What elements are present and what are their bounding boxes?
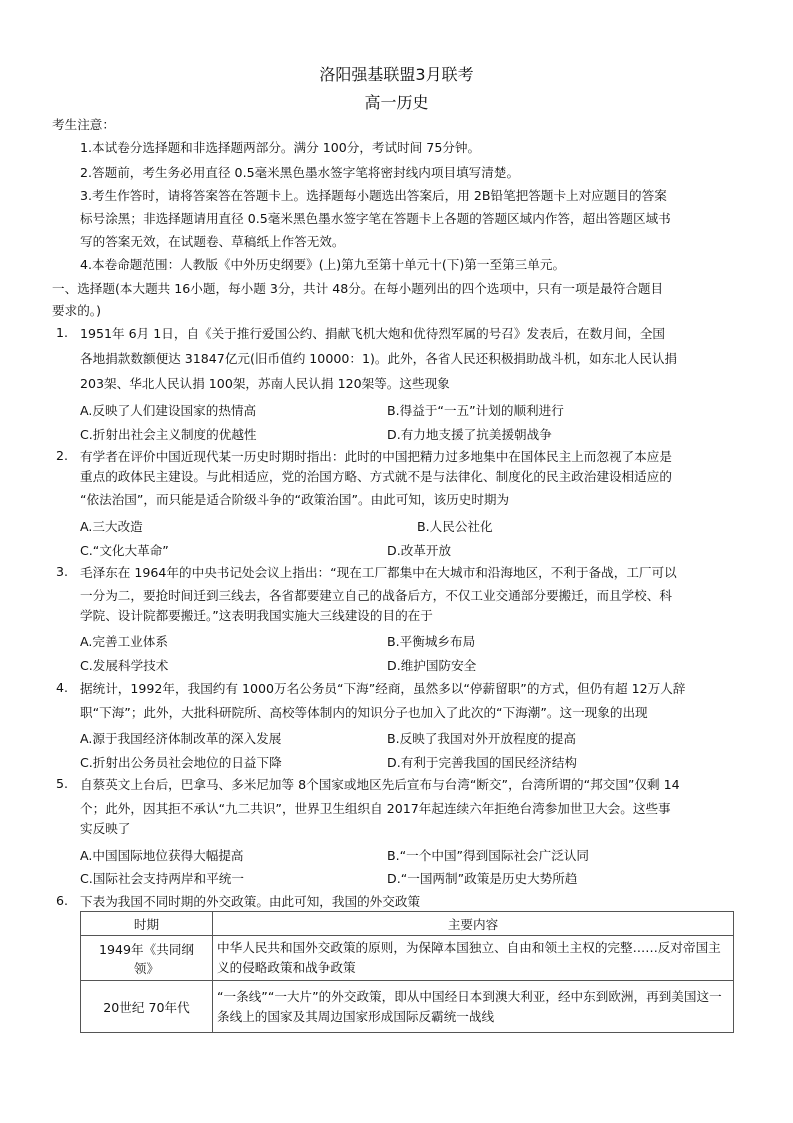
question-text: 一分为二，要抢时间迁到三线去，各省都要建立自己的战备后方，不仅工业交通部分要搬迁，而且学校、科 — [80, 588, 672, 603]
option-c: C.折射出社会主义制度的优越性 — [80, 427, 257, 442]
content-cell: “一条线”“一大片”的外交政策，即从中国经日本到澳大利亚，经中东到欧洲，再到美国这一条线上的国家及其周边国家形成国际反霸统一战线 — [213, 981, 734, 1033]
exam-title: 洛阳强基联盟3月联考 — [319, 65, 474, 84]
table-row — [81, 936, 734, 981]
option-d: D.维护国防安全 — [387, 658, 477, 673]
option-a: A.反映了人们建设国家的热情高 — [80, 403, 257, 418]
option-b: B.反映了我国对外开放程度的提高 — [387, 731, 576, 746]
question-number: 6. — [56, 893, 69, 908]
option-a: A.源于我国经济体制改革的深入发展 — [80, 731, 282, 746]
option-a: A.中国国际地位获得大幅提高 — [80, 848, 244, 863]
option-d: D.有力地支援了抗美援朝战争 — [387, 427, 552, 442]
period-text: 1949年《共同纲 — [98, 942, 195, 957]
notice-item: 标号涂黑；非选择题请用直径 0.5毫米黑色墨水签字笔在答题卡上各题的答题区域内作答，超出答题区域书 — [80, 211, 671, 226]
content-cell: 中华人民共和国外交政策的原则，为保障本国独立、自由和领土主权的完整……反对帝国主义的侵略政策和战争政策 — [213, 936, 734, 981]
option-c: C.国际社会支持两岸和平统一 — [80, 871, 244, 886]
notice-item: 1.本试卷分选择题和非选择题两部分。满分 100分，考试时间 75分钟。 — [80, 140, 481, 155]
question-text: 实反映了 — [80, 821, 131, 836]
table-header-row — [81, 912, 734, 936]
question-text: 个；此外，因其拒不承认“九二共识”，世界卫生组织自 2017年起连续六年拒绝台湾参加世卫大会。这些事 — [80, 801, 671, 816]
question-text: 学院、设计院都要搬迁。”这表明我国实施大三线建设的目的在于 — [80, 608, 433, 623]
question-text: 毛泽东在 1964年的中央书记处会议上指出：“现在工厂都集中在大城市和沿海地区，不利于备战，工厂可以 — [80, 565, 677, 580]
option-c: C.折射出公务员社会地位的日益下降 — [80, 755, 282, 770]
column-header-content: 主要内容 — [213, 912, 734, 936]
notice-item: 4.本卷命题范围：人教版《中外历史纲要》(上)第九至第十单元十(下)第一至第三单元。 — [80, 257, 566, 272]
exam-subject: 高一历史 — [364, 93, 429, 112]
option-d: D.改革开放 — [387, 543, 452, 558]
question-number: 1. — [56, 325, 69, 340]
option-a: A.完善工业体系 — [80, 634, 168, 649]
period-text: 20世纪 70年代 — [103, 1000, 190, 1015]
option-d: D.有利于完善我国的国民经济结构 — [387, 755, 578, 770]
option-b: B.平衡城乡布局 — [387, 634, 476, 649]
foreign-policy-table — [80, 911, 734, 1033]
question-text: 有学者在评价中国近现代某一历史时期时指出：此时的中国把精力过多地集中在国体民主上而忽视了本应是 — [80, 449, 672, 464]
notice-heading: 考生注意： — [52, 117, 115, 132]
notice-item: 3.考生作答时，请将答案答在答题卡上。选择题每小题选出答案后，用 2B铅笔把答题卡上对应题目的答案 — [80, 188, 667, 203]
option-b: B.“一个中国”得到国际社会广泛认同 — [387, 848, 590, 863]
question-number: 2. — [56, 448, 69, 463]
option-c: C.“文化大革命” — [80, 543, 169, 558]
question-number: 3. — [56, 564, 69, 579]
question-text: 自蔡英文上台后，巴拿马、多米尼加等 8个国家或地区先后宣布与台湾“断交”，台湾所谓的“邦交国”仅剩 14 — [80, 777, 680, 792]
question-text: 据统计，1992年，我国约有 1000万名公务员“下海”经商，虽然多以“停薪留职”的方式，但仍有超 12万人辞 — [80, 681, 686, 696]
period-text: 领》 — [133, 961, 160, 976]
column-header-period: 时期 — [81, 912, 213, 936]
question-number: 4. — [56, 680, 69, 695]
question-text: 203架、华北人民认捐 100架，苏南人民认捐 120架等。这些现象 — [80, 376, 450, 391]
option-d: D.“一国两制”政策是历史大势所趋 — [387, 871, 578, 886]
question-text: 重点的政体民主建设。与此相适应，党的治国方略、方式就不是与法律化、制度化的民主政治建设相适应的 — [80, 469, 672, 484]
option-b: B.得益于“一五”计划的顺利进行 — [387, 403, 564, 418]
question-text: 职“下海”；此外，大批科研院所、高校等体制内的知识分子也加入了此次的“下海潮”。这一现象的出现 — [80, 705, 648, 720]
period-cell — [81, 981, 213, 1033]
question-text: “依法治国”，而只能是适合阶级斗争的“政策治国”。由此可知，该历史时期为 — [80, 492, 510, 507]
question-text: 1951年 6月 1日，自《关于推行爱国公约、捐献飞机大炮和优待烈军属的号召》发表后，在数月间，全国 — [80, 326, 666, 341]
notice-item: 2.答题前，考生务必用直径 0.5毫米黑色墨水签字笔将密封线内项目填写清楚。 — [80, 165, 520, 180]
notice-item: 写的答案无效，在试题卷、草稿纸上作答无效。 — [80, 234, 345, 249]
question-text: 各地捐款数额便达 31847亿元(旧币值约 10000：1)。此外，各省人民还积极捐助战斗机，如东北人民认捐 — [80, 351, 678, 366]
question-number: 5. — [56, 776, 69, 791]
option-a: A.三大改造 — [80, 519, 143, 534]
period-cell — [81, 936, 213, 981]
table-row — [81, 981, 734, 1033]
question-text: 下表为我国不同时期的外交政策。由此可知，我国的外交政策 — [80, 894, 421, 909]
section-heading: 一、选择题(本大题共 16小题，每小题 3分，共计 48分。在每小题列出的四个选项中，只有一项是最符合题目 — [52, 281, 664, 296]
section-heading-cont: 要求的。) — [52, 303, 101, 318]
option-b: B.人民公社化 — [417, 519, 493, 534]
option-c: C.发展科学技术 — [80, 658, 169, 673]
